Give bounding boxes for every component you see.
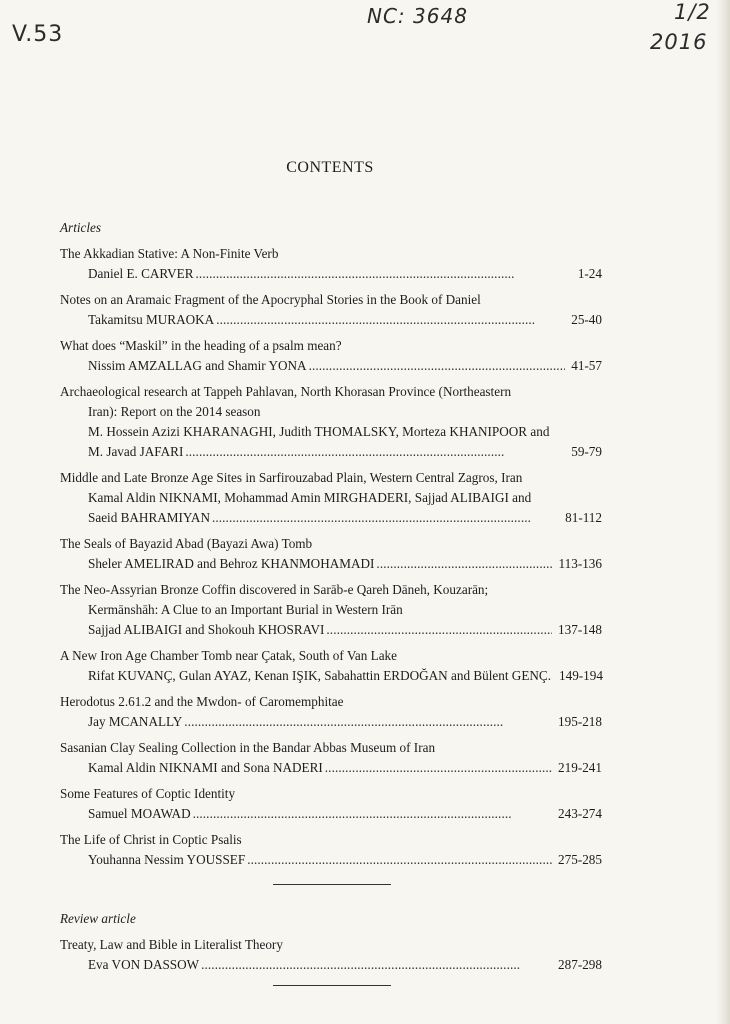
section-divider <box>273 884 391 885</box>
page-title: CONTENTS <box>286 159 374 176</box>
dot-leader <box>201 955 552 975</box>
entry-pages: 25-40 <box>571 312 602 327</box>
entry-pages: 41-57 <box>571 358 602 373</box>
entry-author-pages-line <box>60 955 602 975</box>
dot-leader <box>193 804 552 824</box>
entry-author: Rifat KUVANÇ, Gulan AYAZ, Kenan IŞIK, Sabahattin ERDOĞAN and Bülent GENÇ. <box>88 668 551 683</box>
entry-author-pages-line <box>60 620 602 640</box>
entry-author-line: M. Hossein Azizi KHARANAGHI, Judith THOMALSKY, Morteza KHANIPOOR and <box>88 424 550 439</box>
entry-title-line: The Seals of Bayazid Abad (Bayazi Awa) Tomb <box>60 536 313 551</box>
entry-author-pages-line <box>60 356 602 376</box>
entry-title-line: Kermānshāh: A Clue to an Important Burial in Western Irān <box>88 602 403 617</box>
entry-title-line: Notes on an Aramaic Fragment of the Apocryphal Stories in the Book of Daniel <box>60 292 481 307</box>
entry-title-line: Iran): Report on the 2014 season <box>88 404 261 419</box>
entry-author: Sajjad ALIBAIGI and Shokouh KHOSRAVI <box>88 622 325 637</box>
entry-author-pages-line <box>60 442 602 462</box>
entry-author: Takamitsu MURAOKA <box>88 312 215 327</box>
dot-leader <box>376 554 552 574</box>
toc-entry[interactable] <box>60 382 602 462</box>
entry-title-line: Treaty, Law and Bible in Literalist Theory <box>60 937 283 952</box>
dot-leader <box>184 712 552 732</box>
toc-entry[interactable] <box>60 468 602 528</box>
entry-title-line: Herodotus 2.61.2 and the Mwdon- of Caromemphitae <box>60 694 344 709</box>
entry-author: Daniel E. CARVER <box>88 266 194 281</box>
dot-leader <box>196 264 572 284</box>
page-edge <box>716 0 730 1024</box>
entry-pages: 243-274 <box>558 806 602 821</box>
toc-section <box>60 909 602 975</box>
entry-title-line: Archaeological research at Tappeh Pahlavan, North Khorasan Province (Northeastern <box>60 384 512 399</box>
toc-entry[interactable] <box>60 290 602 330</box>
entry-author-pages-line <box>60 758 602 778</box>
toc-entry[interactable] <box>60 784 602 824</box>
entry-title-line: What does “Maskil” in the heading of a psalm mean? <box>60 338 342 353</box>
toc-entry[interactable] <box>60 935 602 975</box>
entry-title-line: The Life of Christ in Coptic Psalis <box>60 832 242 847</box>
entry-author-pages-line <box>60 850 602 870</box>
entry-author-line: Kamal Aldin NIKNAMI, Mohammad Amin MIRGHADERI, Sajjad ALIBAIGI and <box>88 490 532 505</box>
entry-author: Nissim AMZALLAG and Shamir YONA <box>88 358 307 373</box>
entry-author: Jay MCANALLY <box>88 714 183 729</box>
entry-pages: 81-112 <box>565 510 602 525</box>
entry-pages: 219-241 <box>558 760 602 775</box>
toc-entry[interactable] <box>60 244 602 284</box>
dot-leader <box>212 508 559 528</box>
entry-author-pages-line <box>60 666 602 686</box>
entry-pages: 275-285 <box>558 852 602 867</box>
entry-pages: 59-79 <box>571 444 602 459</box>
entry-author: Eva VON DASSOW <box>88 957 200 972</box>
entry-pages: 195-218 <box>558 714 602 729</box>
entry-author-pages-line <box>60 804 602 824</box>
entry-author-pages-line <box>60 310 602 330</box>
dot-leader <box>247 850 552 870</box>
entry-title-line: Sasanian Clay Sealing Collection in the Bandar Abbas Museum of Iran <box>60 740 436 755</box>
section-heading: Articles <box>60 220 102 235</box>
toc-entry[interactable] <box>60 534 602 574</box>
entry-title-line: The Neo-Assyrian Bronze Coffin discovered in Sarāb-e Qareh Dāneh, Kouzarān; <box>60 582 489 597</box>
dot-leader <box>325 758 552 778</box>
entry-author: Kamal Aldin NIKNAMI and Sona NADERI <box>88 760 323 775</box>
toc-entry[interactable] <box>60 580 602 640</box>
entry-pages: 113-136 <box>558 556 602 571</box>
toc-entry[interactable] <box>60 646 602 686</box>
handwritten-issue-number: 1/2 <box>674 0 711 24</box>
toc-entry[interactable] <box>60 336 602 376</box>
entry-author: Saeid BAHRAMIYAN <box>88 510 210 525</box>
entry-author-pages-line <box>60 712 602 732</box>
entry-title-line: Middle and Late Bronze Age Sites in Sarfirouzabad Plain, Western Central Zagros, Iran <box>60 470 523 485</box>
toc-entry[interactable] <box>60 692 602 732</box>
section-divider <box>273 985 391 986</box>
entry-author: Samuel MOAWAD <box>88 806 191 821</box>
dot-leader <box>216 310 565 330</box>
dot-leader <box>309 356 566 376</box>
section-heading: Review article <box>60 911 136 926</box>
entry-author: Sheler AMELIRAD and Behroz KHANMOHAMADI <box>88 556 375 571</box>
handwritten-nc-number: NC: 3648 <box>367 4 468 28</box>
entry-author: M. Javad JAFARI <box>88 444 184 459</box>
entry-pages: 287-298 <box>558 957 602 972</box>
entry-author-pages-line <box>60 508 602 528</box>
toc-entry[interactable] <box>60 830 602 870</box>
entry-title-line: Some Features of Coptic Identity <box>60 786 236 801</box>
entry-author-pages-line <box>60 264 602 284</box>
toc-section <box>60 218 602 870</box>
entry-pages: 149-194 <box>559 668 603 683</box>
entry-author-pages-line <box>60 554 602 574</box>
handwritten-year: 2016 <box>650 30 708 54</box>
dot-leader <box>185 442 565 462</box>
entry-pages: 137-148 <box>558 622 602 637</box>
table-of-contents <box>60 218 602 1010</box>
entry-pages: 1-24 <box>577 266 602 281</box>
dot-leader <box>326 620 552 640</box>
entry-title-line: The Akkadian Stative: A Non-Finite Verb <box>60 246 279 261</box>
toc-entry[interactable] <box>60 738 602 778</box>
entry-title-line: A New Iron Age Chamber Tomb near Çatak, South of Van Lake <box>60 648 397 663</box>
handwritten-volume: V.53 <box>12 22 64 47</box>
entry-author: Youhanna Nessim YOUSSEF <box>88 852 246 867</box>
